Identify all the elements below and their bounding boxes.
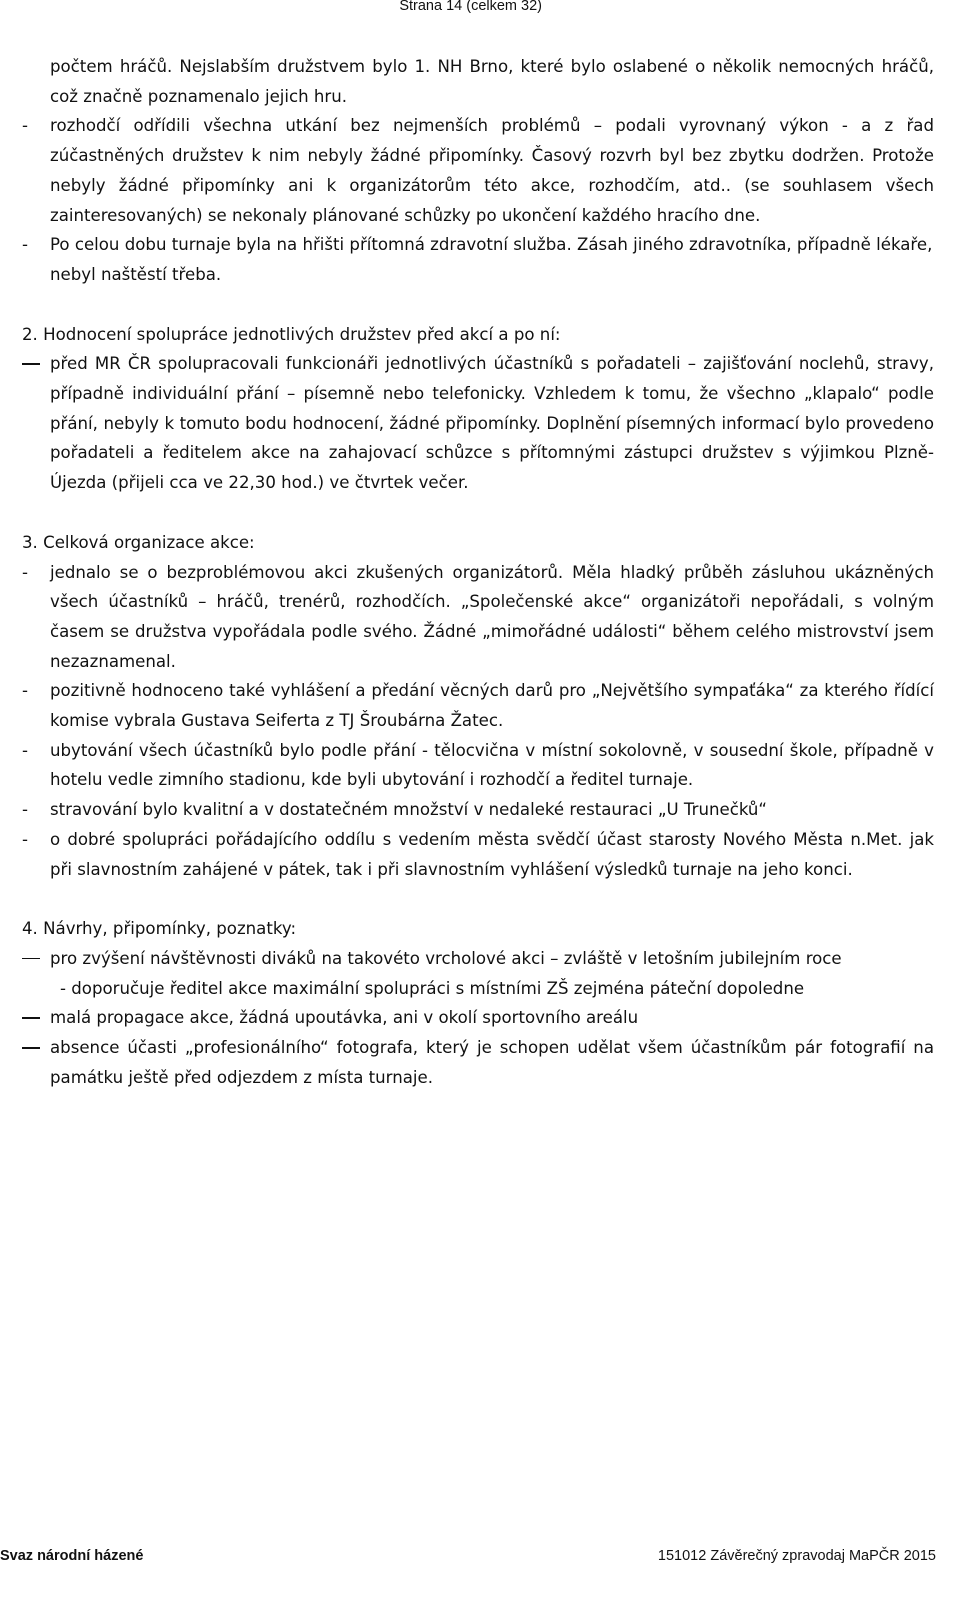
list-marker: - [22,116,28,136]
list-marker: - [22,681,28,701]
list-item [22,111,934,230]
list-item [22,825,934,884]
page-footer [0,1548,960,1570]
list-item [22,1003,934,1033]
page-number-label: Strana 14 (celkem 32) [399,0,542,14]
list-item-text: jednalo se o bezproblémovou akci zkušených organizátorů. Měla hladký průběh zásluhou ukázněných všech účastníků – hráčů, trenérů, rozhodčích. „Společenské akce“ organizátoři nepořádali, s volným časem se družstva vypořádala podle svého. Žádné „mimořádné události“ během celého mistrovství jsem nezaznamenal. [50,562,934,671]
list-subitem: - doporučuje ředitel akce maximální spolupráci s místními ZŠ zejména páteční dopoledne [60,978,805,998]
section-heading: 4. Návrhy, připomínky, poznatky: [22,919,297,939]
section-heading: 3. Celková organizace akce: [22,532,255,552]
list-item [22,944,934,974]
list-item [22,1033,934,1092]
list-item-text: rozhodčí odřídili všechna utkání bez nejmenších problémů – podali vyrovnaný výkon - a z řad zúčastněných družstev k nim nebyly žádné připomínky. Časový rozvrh byl bez zbytku dodržen. Protože nebyly žádné připomínky ani k organizátorům této akce, rozhodčím, atd.. (se souhlasem všech zainteresovaných) se nekonaly plánované schůzky po ukončení každého hracího dne. [50,116,934,225]
dash-marker [22,1047,40,1049]
list-marker: - [22,740,28,760]
document-body [22,52,934,1093]
list-item-text: ubytování všech účastníků bylo podle přání - tělocvična v místní sokolovně, v sousední škole, případně v hotelu vedle zimního stadionu, kde byli ubytování i rozhodčí a ředitel turnaje. [50,740,934,790]
list-marker: - [22,562,28,582]
dash-marker [22,1017,40,1019]
list-item [22,736,934,795]
list-item-text: Po celou dobu turnaje byla na hřišti přítomná zdravotní služba. Zásah jiného zdravotníka, případně lékaře, nebyl naštěstí třeba. [50,235,933,284]
list-item-text: před MR ČR spolupracovali funkcionáři jednotlivých účastníků s pořadateli – zajišťování noclehů, stravy, případně individuální přání – písemně nebo telefonicky. Vzhledem k tomu, že všechno „klapalo“ podle přání, nebyly k tomuto bodu hodnocení, žádné připomínky. Doplnění písemných informací bylo provedeno pořadateli a ředitelem akce na zahajovací schůzce s přítomnými zástupci družstev s výjimkou Plzně-Újezda (přijeli cca ve 22,30 hod.) ve čtvrtek večer. [50,354,934,493]
list-item-text: absence účasti „profesionálního“ fotografa, který je schopen udělat všem účastníkům pár fotografií na památku ještě před odjezdem z místa turnaje. [50,1038,934,1087]
list-item-text: stravování bylo kvalitní a v dostatečném množství v nedaleké restauraci „U Trunečků“ [50,800,768,820]
footer-organization: Svaz národní házené [0,1548,144,1564]
list-marker: - [22,800,28,820]
list-item [22,558,934,677]
footer-document-title: 151012 Závěrečný zpravodaj MaPČR 2015 [657,1548,936,1564]
list-marker: - [22,235,28,255]
dash-marker [22,958,40,960]
list-item [22,676,934,735]
dash-marker [22,363,40,365]
list-marker: - [22,829,28,849]
list-item [22,795,934,825]
intro-continuation: počtem hráčů. Nejslabším družstvem bylo 1. NH Brno, které bylo oslabené o několik nemocných hráčů, což značně poznamenalo jejich hru. [50,57,934,106]
list-item [22,349,934,498]
list-item-text: pro zvýšení návštěvnosti diváků na takovéto vrcholové akci – zvláště v letošním jubilejním roce [50,948,842,968]
list-item [22,230,934,289]
list-item-text: malá propagace akce, žádná upoutávka, ani v okolí sportovního areálu [50,1008,639,1028]
section-heading: 2. Hodnocení spolupráce jednotlivých družstev před akcí a po ní: [22,324,561,344]
list-item-text: o dobré spolupráci pořádajícího oddílu s vedením města svědčí účast starosty Nového Města n.Met. jak při slavnostním zahájené v pátek, tak i při slavnostním vyhlášení výsledků turnaje na jeho konci. [50,829,934,879]
list-item-text: pozitivně hodnoceno také vyhlášení a předání věcných darů pro „Největšího sympaťáka“ za kterého řídící komise vybrala Gustava Seiferta z TJ Šroubárna Žatec. [50,681,934,731]
